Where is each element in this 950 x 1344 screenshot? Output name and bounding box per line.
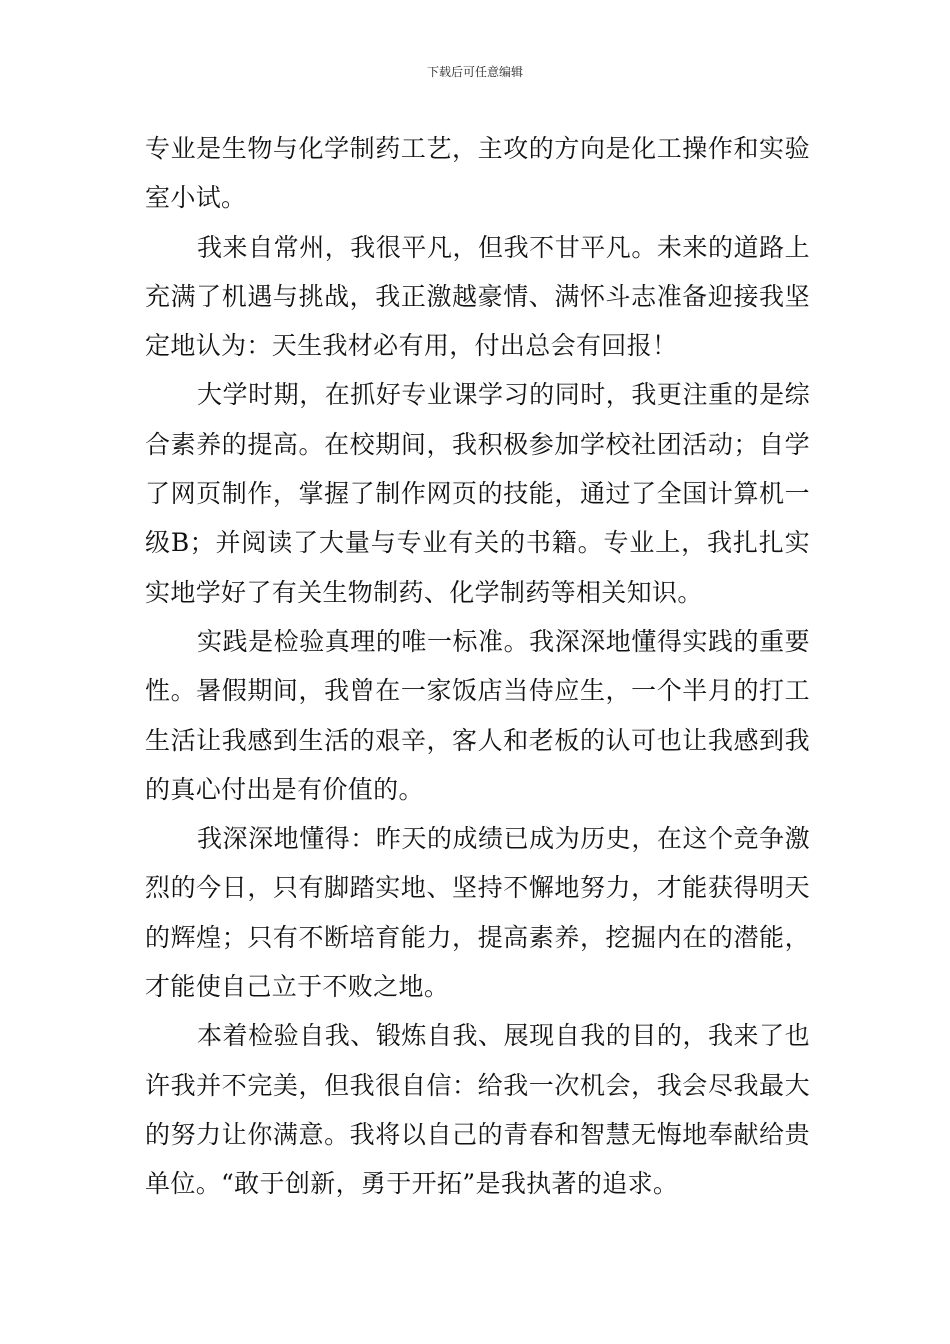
paragraph-understanding: 我深深地懂得：昨天的成绩已成为历史，在这个竞争激烈的今日，只有脚踏实地、坚持不懈地努力，才能获得明天的辉煌；只有不断培育能力，提高素养，挖掘内在的潜能，才能使自己立于不败之地。 bbox=[145, 824, 810, 1002]
paragraph-introduction: 我来自常州，我很平凡，但我不甘平凡。未来的道路上充满了机遇与挑战，我正激越豪情、满怀斗志准备迎接我坚定地认为：天生我材必有用，付出总会有回报！ bbox=[145, 232, 810, 361]
document-body bbox=[145, 124, 810, 1209]
paragraph-university: 大学时期，在抓好专业课学习的同时，我更注重的是综合素养的提高。在校期间，我积极参加学校社团活动；自学了网页制作，掌握了制作网页的技能，通过了全国计算机一级B；并阅读了大量与专业有关的书籍。专业上，我扎扎实实地学好了有关生物制药、化学制药等相关知识。 bbox=[145, 380, 810, 607]
paragraph-practice: 实践是检验真理的唯一标准。我深深地懂得实践的重要性。暑假期间，我曾在一家饭店当侍应生，一个半月的打工生活让我感到生活的艰辛，客人和老板的认可也让我感到我的真心付出是有价值的。 bbox=[145, 626, 810, 804]
paragraph-closing: 本着检验自我、锻炼自我、展现自我的目的，我来了也许我并不完美，但我很自信：给我一次机会，我会尽我最大的努力让你满意。我将以自己的青春和智慧无悔地奉献给贵单位。“敢于创新，勇于开拓”是我执著的追求。 bbox=[145, 1021, 810, 1199]
paragraph-major: 专业是生物与化学制药工艺，主攻的方向是化工操作和实验室小试。 bbox=[145, 134, 810, 213]
page-header: 下载后可任意编辑 bbox=[426, 65, 523, 79]
